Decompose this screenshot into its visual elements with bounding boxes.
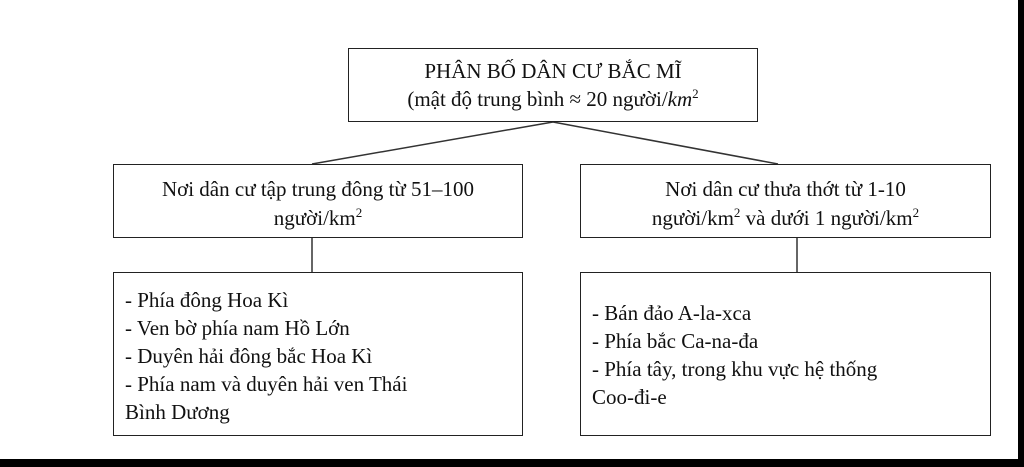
- list-item: - Duyên hải đông bắc Hoa Kì: [125, 344, 373, 368]
- list-item: - Phía nam và duyên hải ven Thái: [125, 372, 408, 396]
- right-heading-exponent-b: 2: [912, 205, 920, 220]
- connector-root-to-right: [553, 122, 778, 164]
- right-heading-node: [580, 164, 991, 238]
- right-heading-line1: Nơi dân cư thưa thớt từ 1-10: [665, 177, 906, 201]
- right-heading-unit-a: người/km: [651, 206, 734, 230]
- list-item: - Bán đảo A-la-xca: [592, 301, 752, 325]
- list-item: - Phía đông Hoa Kì: [125, 288, 289, 312]
- root-node: [348, 48, 758, 122]
- right-heading-unit-b: và dưới 1 người/km: [740, 206, 913, 230]
- list-item: Bình Dương: [125, 400, 230, 424]
- list-item: - Ven bờ phía nam Hồ Lớn: [125, 316, 350, 340]
- list-item: Coo-đi-e: [592, 385, 667, 409]
- left-heading-line1: Nơi dân cư tập trung đông từ 51–100: [161, 177, 475, 201]
- right-heading-exponent-a: 2: [733, 205, 741, 220]
- left-heading-node: [113, 164, 523, 238]
- list-item: - Phía tây, trong khu vực hệ thống: [592, 357, 878, 381]
- left-heading-exponent: 2: [355, 205, 363, 220]
- left-list-node: [113, 272, 523, 436]
- root-subtitle-unit: km: [667, 87, 693, 111]
- root-title: PHÂN BỐ DÂN CƯ BẮC MĨ: [424, 59, 682, 83]
- left-heading-unit: người/km: [273, 206, 356, 230]
- root-subtitle-prefix: (mật độ trung bình ≈ 20 người/: [407, 87, 668, 111]
- left-heading-line2: [114, 204, 522, 233]
- right-list-node: [580, 272, 991, 436]
- right-heading-line2: [581, 204, 990, 233]
- list-item: - Phía bắc Ca-na-đa: [592, 329, 759, 353]
- root-subtitle: [349, 85, 757, 114]
- connector-root-to-left: [312, 122, 553, 164]
- root-subtitle-exponent: 2: [692, 86, 699, 101]
